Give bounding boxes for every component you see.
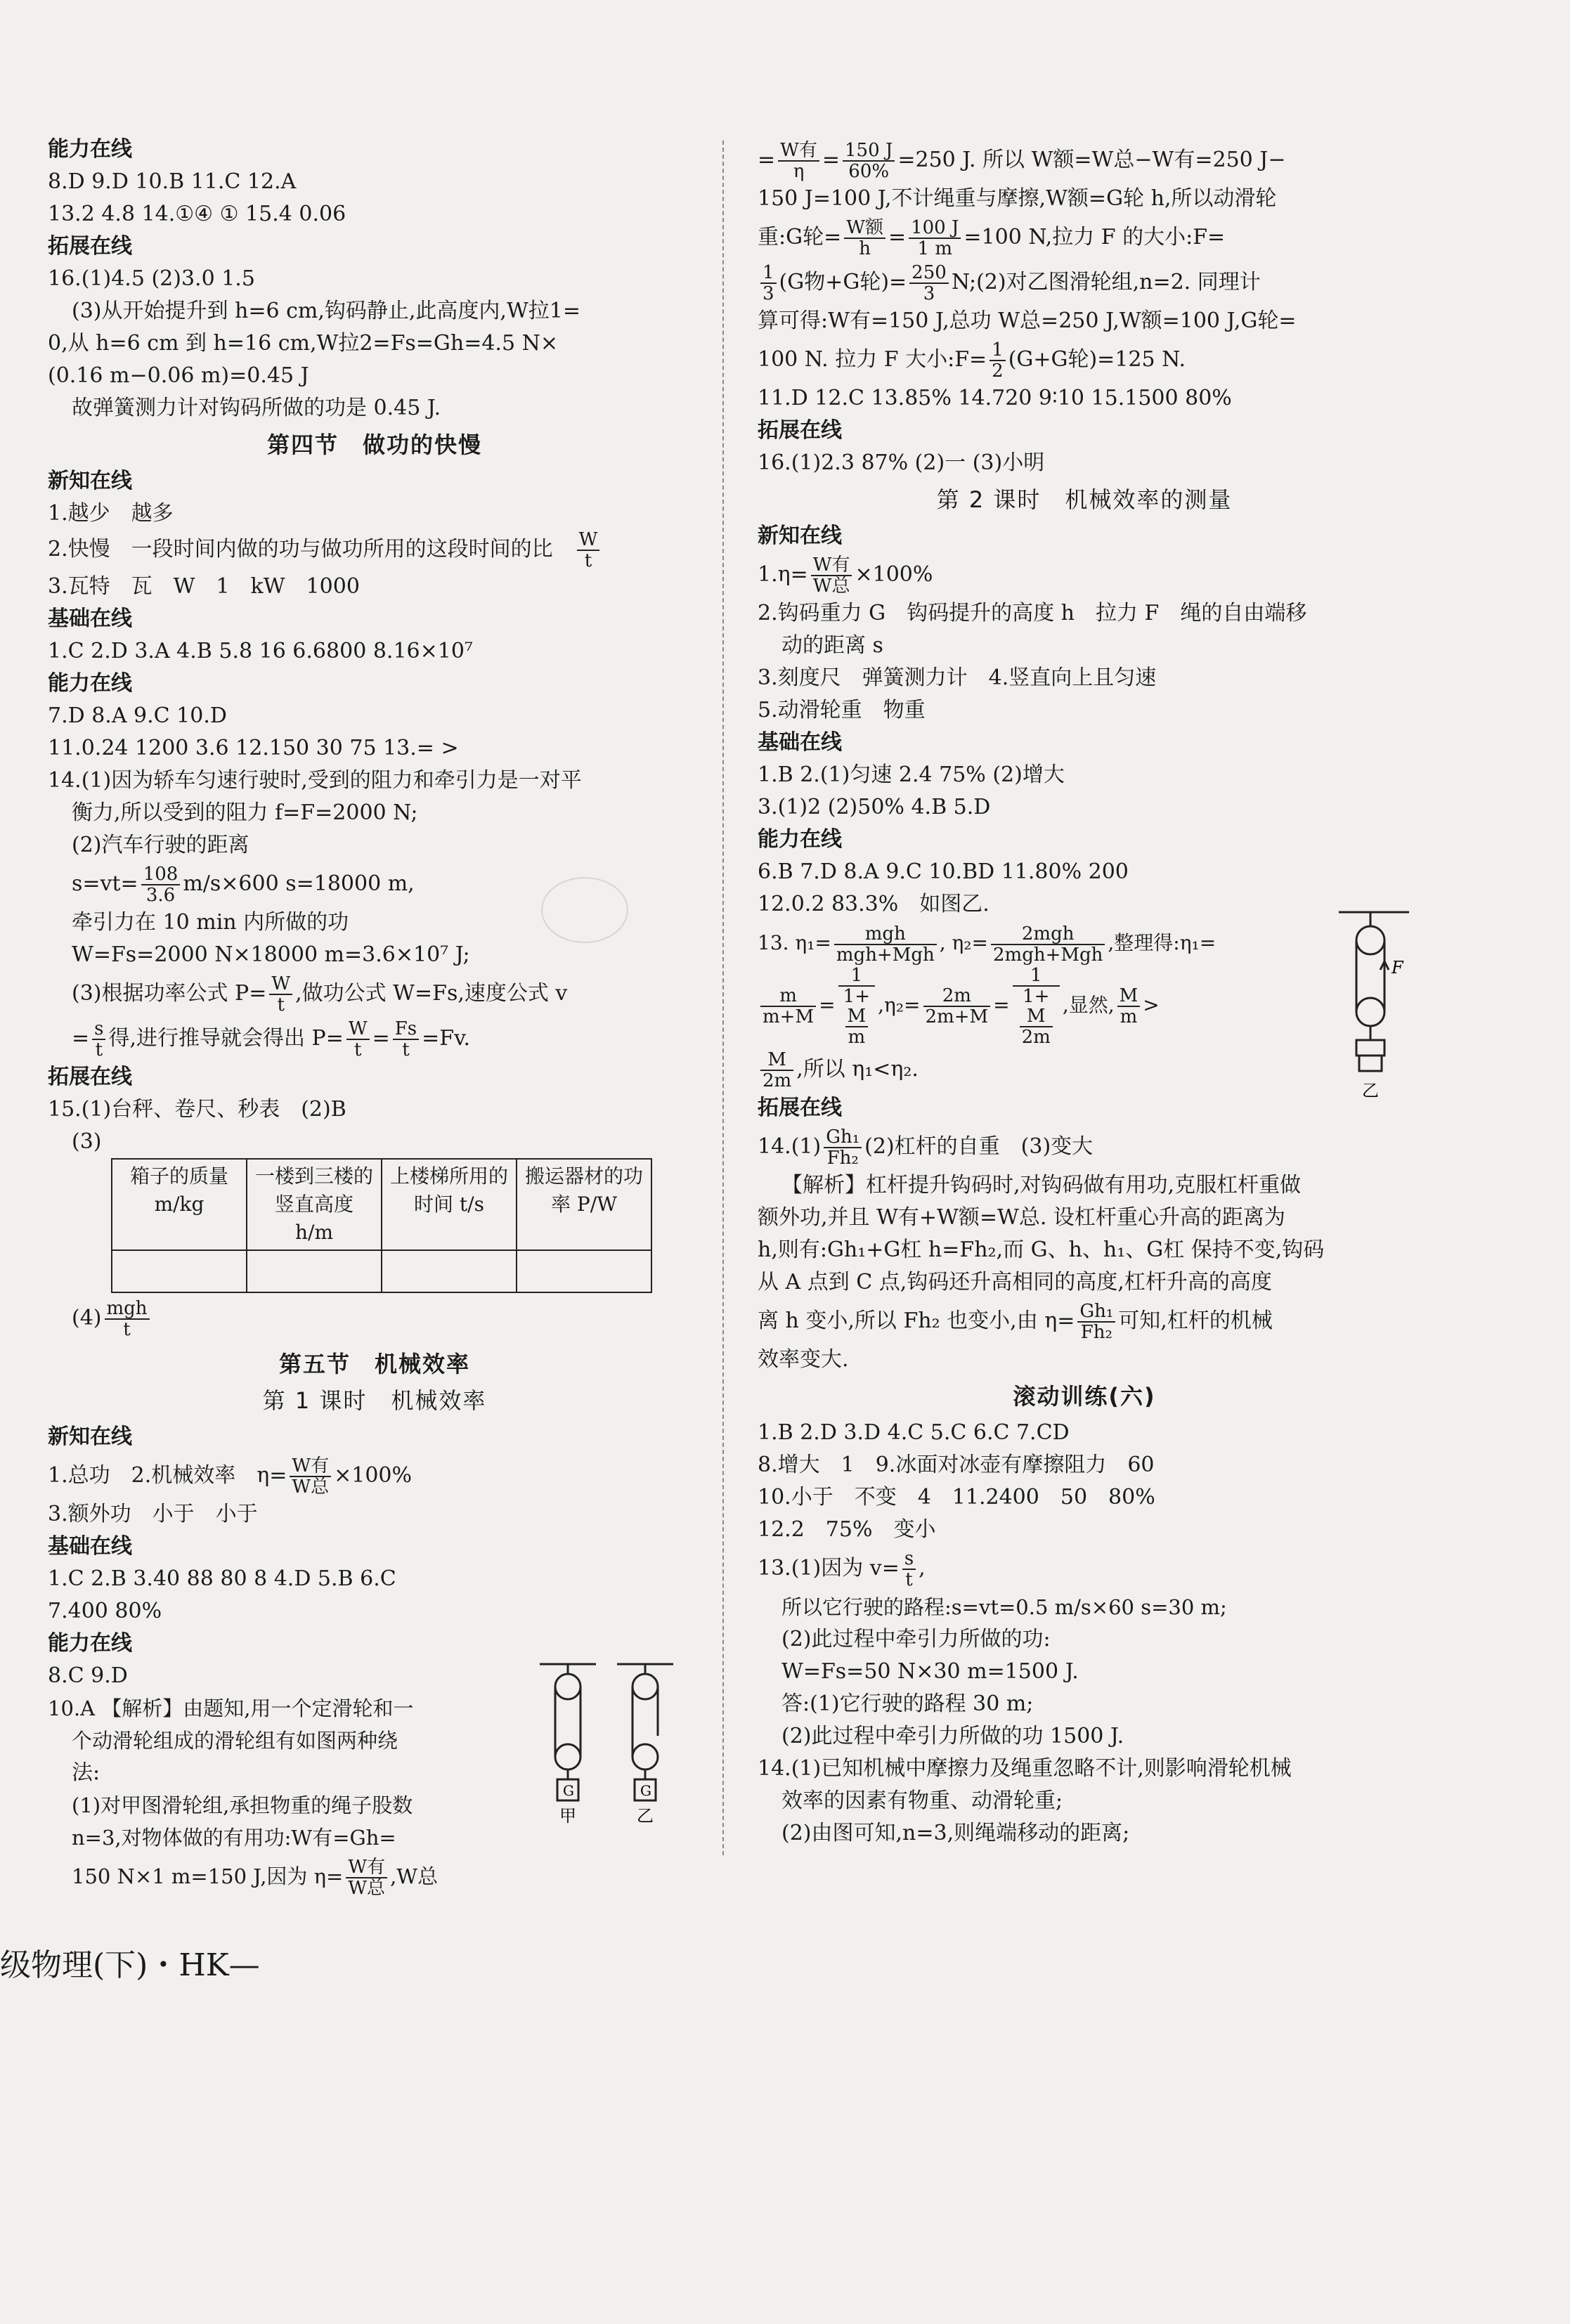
answer-line: 0,从 h=6 cm 到 h=16 cm,W拉2=Fs=Gh=4.5 N× [48,331,558,356]
fraction [577,530,600,571]
answer-line: 法: [72,1760,100,1785]
denominator: m [848,1027,866,1048]
fraction [811,555,852,596]
text: ,η₂= [878,993,921,1017]
denominator: t [354,1039,362,1060]
numerator: 150 J [843,141,895,162]
text: (G物+G轮)= [779,270,907,294]
column-divider [722,141,724,1855]
section-heading: 拓展在线 [758,418,842,443]
weight-label: G [563,1782,574,1799]
answer-line: h,则有:Gh₁+G杠 h=Fh₂,而 G、h、h₁、G杠 保持不变,钩码 [758,1238,1325,1262]
numerator: Gh₁ [824,1127,862,1148]
answer-line: 15.(1)台秤、卷尺、秒表 (2)B [48,1097,346,1122]
section-heading: 能力在线 [48,671,132,696]
text: =100 N,拉力 F 的大小:F= [964,225,1226,249]
denominator: 60% [848,161,890,182]
lesson-title: 第 2 课时 机械效率的测量 [936,486,1233,513]
fraction [909,218,961,259]
answer-line: (2)此过程中牵引力所做的功 1500 J. [781,1724,1124,1748]
answer-line: 【解析】杠杆提升钩码时,对钩码做有用功,克服杠杆重做 [781,1173,1302,1197]
text: 100 N. 拉力 F 大小:F= [758,347,987,372]
text: 重:G轮= [758,225,842,249]
fraction [834,924,937,965]
text: 2.快慢 一段时间内做的功与做功所用的这段时间的比 [48,537,553,561]
answer-line: 牵引力在 10 min 内所做的功 [72,910,349,935]
answer-line: (2)此过程中牵引力所做的功: [781,1627,1051,1651]
denominator: m [1120,1006,1138,1027]
answer-line: 1.C 2.B 3.40 88 80 8 4.D 5.B 6.C [48,1566,396,1591]
numerator: 2mgh [991,924,1105,945]
numerator: M [845,1006,869,1027]
answer-line: (3) [72,1129,102,1154]
answer-line: 答:(1)它行驶的路程 30 m; [781,1692,1034,1716]
answer-line [758,966,1411,1047]
table-cell [382,1250,517,1292]
text: (G+G轮)=125 N. [1008,347,1186,372]
answer-line: 故弹簧测力计对钩码所做的功是 0.45 J. [72,396,441,420]
answer-line: 6.B 7.D 8.A 9.C 10.BD 11.80% 200 [758,859,1129,884]
text: = [888,225,907,249]
denominator: W总 [812,576,850,597]
table-header: 箱子的质量 m/kg [112,1159,247,1250]
answer-line: 1.越少 越多 [48,501,174,526]
denominator: Fh₂ [1080,1322,1112,1343]
denominator: Fh₂ [826,1148,859,1169]
answer-line: 衡力,所以受到的阻力 f=F=2000 N; [72,800,418,825]
answer-line: 从 A 点到 C 点,钩码还升高相同的高度,杠杆升高的高度 [758,1270,1272,1294]
fraction [990,340,1006,381]
answer-line: (2)由图可知,n=3,则绳端移动的距离; [781,1821,1130,1845]
fraction [844,218,885,259]
fraction [1077,1301,1115,1342]
denominator: m+M [763,1006,815,1027]
section-heading: 新知在线 [758,524,842,548]
text: > [1143,993,1160,1017]
answer-line: 效率的因素有物重、动滑轮重; [781,1789,1063,1813]
denominator: t [95,1039,103,1060]
answer-line: (1)对甲图滑轮组,承担物重的绳子股数 [72,1793,413,1817]
figure-label-jia: 甲 [559,1806,576,1826]
section-title: 第五节 机械效率 [278,1351,470,1377]
answer-line: 1.C 2.D 3.A 4.B 5.8 16 6.6800 8.16×10⁷ [48,639,473,663]
text: (4) [72,1306,102,1330]
text: = [758,148,776,172]
text: ×100% [334,1463,412,1488]
table-header-row [112,1159,651,1250]
numerator: M [1117,986,1141,1007]
denominator: 3.6 [145,885,176,906]
section-heading: 拓展在线 [48,234,132,259]
answer-line: 所以它行驶的路程:s=vt=0.5 m/s×60 s=30 m; [781,1595,1227,1619]
answer-line: 3.瓦特 瓦 W 1 kW 1000 [48,574,360,599]
pulley-figure-yi [1335,907,1413,1103]
answer-line: 8.增大 1 9.冰面对冰壶有摩擦阻力 60 [758,1453,1155,1477]
numerator: W [269,974,292,995]
table-header: 一楼到三楼的竖直高度 h/m [247,1159,382,1250]
denominator: 2m+M [925,1006,989,1027]
fraction [92,1019,105,1060]
numerator: W额 [844,218,885,239]
answer-line: 2.钩码重力 G 钩码提升的高度 h 拉力 F 绳的自由端移 [758,601,1307,625]
text: N;(2)对乙图滑轮组,n=2. 同理计 [951,270,1261,294]
answer-line: 效率变大. [758,1347,849,1372]
text: 得,进行推导就会得出 P= [108,1026,344,1051]
numerator: W [346,1019,370,1040]
numerator: W有 [290,1456,331,1477]
text: 150 N×1 m=150 J,因为 η= [72,1864,344,1888]
answer-line [48,1453,701,1498]
answer-line: 11.0.24 1200 3.6 12.150 30 75 13.= > [48,736,459,760]
answer-line [758,215,1411,260]
section-heading: 能力在线 [48,1631,132,1656]
denominator: 2mgh+Mgh [993,944,1103,966]
answer-line: 8.D 9.D 10.B 11.C 12.A [48,169,297,194]
section-heading: 能力在线 [758,827,842,852]
denominator: W总 [348,1878,386,1899]
text: , η₂= [939,931,988,954]
answer-line [758,138,1411,183]
force-label: F [1391,958,1403,978]
answer-line: 14.(1)因为轿车匀速行驶时,受到的阻力和牵引力是一对平 [48,768,582,793]
text: =Fv. [422,1026,471,1051]
answer-line [758,921,1411,966]
numerator: M [1020,1006,1053,1027]
answer-line [758,337,1411,382]
answer-line: 16.(1)2.3 87% (2)一 (3)小明 [758,450,1045,475]
text: 1+ [843,986,870,1007]
answer-line: 150 J=100 J,不计绳重与摩擦,W额=G轮 h,所以动滑轮 [758,186,1277,211]
section-title: 第四节 做功的快慢 [266,431,482,458]
numerator: W有 [811,555,852,576]
fraction [346,1019,370,1060]
data-table [111,1158,652,1293]
answer-line: 3.额外功 小于 小于 [48,1502,258,1526]
numerator: mgh [834,924,937,945]
fraction [1013,966,1060,1047]
section-heading: 能力在线 [48,137,132,162]
answer-line: = $\frac{s}{t}$ 得,进行推导就会得出 P= $\frac{W}{t}$ = $\frac{Fs}{t}$ =Fv. [72,1018,471,1060]
answer-line [758,260,1411,305]
numerator: 1 [1013,966,1060,987]
figure-label-yi: 乙 [637,1806,654,1826]
figure-label-yi: 乙 [1362,1081,1379,1101]
numerator: Gh₁ [1077,1301,1115,1323]
answer-line [48,1293,701,1344]
fraction [1117,986,1141,1027]
answer-line: n=3,对物体做的有用功:W有=Gh= [72,1826,396,1850]
page-footer: 级物理(下)・HK— [0,1947,260,1983]
denominator: 1 m [917,238,952,259]
answer-line [48,530,701,571]
text: = [819,993,836,1017]
numerator: s [92,1019,105,1040]
answer-line: 个动滑轮组成的滑轮组有如图两种绕 [72,1729,398,1753]
denominator: t [277,994,285,1015]
answer-line [48,971,701,1016]
answer-line: 1.B 2.(1)匀速 2.4 75% (2)增大 [758,762,1065,787]
text: 13.(1)因为 v= [758,1556,900,1580]
numerator: m [760,986,816,1007]
denominator [838,987,876,1047]
denominator: 2 [992,361,1004,382]
answer-line: 13.2 4.8 14.①④ ① 15.4 0.06 [48,202,346,226]
answer-line [48,1854,701,1899]
numerator: 1 [760,263,777,284]
answer-line: 额外功,并且 W有+W额=W总. 设杠杆重心升高的距离为 [758,1205,1285,1230]
numerator: W有 [346,1857,387,1878]
answer-line: 16.(1)4.5 (2)3.0 1.5 [48,266,255,291]
text: 1+ [1023,986,1050,1007]
answer-line: 算可得:W有=150 J,总功 W总=250 J,W额=100 J,G轮= [758,309,1297,333]
section-heading: 新知在线 [48,1424,132,1449]
fraction [760,1050,793,1091]
section-heading: 拓展在线 [48,1065,132,1089]
text: = [72,1026,90,1051]
left-column [48,134,701,1899]
fraction [760,263,777,304]
numerator: M [760,1050,793,1071]
section-heading: 基础在线 [48,606,132,631]
fraction [346,1857,387,1898]
answer-line: 3.(1)2 (2)50% 4.B 5.D [758,795,991,819]
fraction [838,966,876,1047]
denominator: h [859,238,871,259]
denominator: η [793,161,805,182]
fraction [778,141,819,181]
table-cell [517,1250,651,1292]
fraction [923,986,991,1027]
pulley-system-figure [533,1658,687,1827]
numerator: 2m [923,986,991,1007]
section-heading: 基础在线 [48,1534,132,1559]
denominator: W总 [292,1476,330,1498]
numerator: 1 [990,340,1006,361]
stamp-watermark [541,877,628,943]
answer-line: 7.400 80% [48,1599,162,1623]
weight-label: G [640,1782,651,1799]
lesson-title: 第 1 课时 机械效率 [262,1387,487,1414]
right-column [758,138,1411,1850]
answer-line: 10.A 【解析】由题知,用一个定滑轮和一 [48,1696,414,1720]
denominator: t [123,1319,131,1340]
fraction [843,141,895,181]
fraction [290,1456,331,1497]
section-heading: 新知在线 [48,469,132,493]
text: ,整理得:η₁= [1108,931,1217,954]
answer-line: 3.刻度尺 弹簧测力计 4.竖直向上且匀速 [758,666,1157,690]
table-header: 上楼梯所用的时间 t/s [382,1159,517,1250]
text: ×100% [855,562,933,587]
fraction [1018,1006,1055,1047]
text: s=vt= [72,871,138,896]
denominator: t [584,550,592,571]
fraction [269,974,292,1015]
answer-line: 8.C 9.D [48,1663,128,1688]
section-heading: 拓展在线 [758,1096,842,1120]
answer-line: 12.2 75% 变小 [758,1517,936,1542]
text: 1.总功 2.机械效率 η= [48,1463,287,1488]
answer-line [758,1047,1411,1092]
answer-line: 10.小于 不变 4 11.2400 50 80% [758,1485,1155,1510]
fraction [824,1127,862,1168]
fraction [991,924,1105,965]
answer-line: 14.(1)已知机械中摩擦力及绳重忽略不计,则影响滑轮机械 [758,1756,1292,1781]
answer-line: 1.B 2.D 3.D 4.C 5.C 6.C 7.CD [758,1420,1070,1445]
answer-line: W=Fs=2000 N×18000 m=3.6×10⁷ J; [72,942,470,967]
text: =250 J. 所以 W额=W总−W有=250 J− [897,148,1286,172]
answer-line: 12.0.2 83.3% 如图乙. [758,892,990,916]
answer-line: (3)从开始提升到 h=6 cm,钩码静止,此高度内,W拉1= [72,299,581,323]
text: = [822,148,841,172]
fraction [902,1549,916,1590]
table-row [112,1250,651,1292]
answer-line: (0.16 m−0.06 m)=0.45 J [48,363,309,388]
answer-line [758,1546,1411,1591]
table-header: 搬运器材的功率 P/W [517,1159,651,1250]
text: m/s×600 s=18000 m, [183,871,415,896]
answer-line: (2)汽车行驶的距离 [72,833,249,857]
text: 可知,杠杆的机械 [1118,1309,1273,1333]
denominator: mgh+Mgh [836,944,935,966]
section-heading: 基础在线 [758,730,842,755]
text: ,W总 [390,1864,439,1888]
numerator: 108 [141,864,181,885]
table-cell [247,1250,382,1292]
denominator: 3 [923,283,935,304]
denominator: t [402,1039,410,1060]
answer-line [758,1299,1411,1344]
denominator [1013,987,1060,1047]
text: (3)根据功率公式 P= [72,981,267,1006]
fraction [909,263,949,304]
denominator: 3 [763,283,774,304]
denominator: 2m [763,1070,792,1091]
answer-line: 5.动滑轮重 物重 [758,698,926,722]
text: ,做功公式 W=Fs,速度公式 v [295,981,568,1006]
text: 14.(1) [758,1134,822,1159]
numerator: W [577,530,600,551]
table-cell [112,1250,247,1292]
numerator: 1 [838,966,876,987]
numerator: 100 J [909,218,961,239]
numerator: s [902,1549,916,1570]
answer-line [758,1124,1411,1169]
text: = [993,993,1010,1017]
answer-line: 动的距离 s [781,633,883,658]
text: (2)杠杆的自重 (3)变大 [864,1134,1094,1159]
denominator: t [905,1569,913,1590]
text: ,显然, [1062,993,1115,1017]
section-title: 滚动训练(六) [1013,1383,1156,1410]
text: 13. η₁= [758,931,831,954]
fraction [141,864,181,905]
numerator: Fs [393,1019,419,1040]
text: , [919,1556,926,1580]
fraction [105,1299,150,1339]
numerator: W有 [778,141,819,162]
fraction [760,986,816,1027]
fraction [843,1006,871,1047]
answer-line: 11.D 12.C 13.85% 14.720 9∶10 15.1500 80% [758,386,1232,410]
fraction [393,1019,419,1060]
numerator: mgh [105,1299,150,1320]
answer-line: 7.D 8.A 9.C 10.D [48,703,227,728]
text: 离 h 变小,所以 Fh₂ 也变小,由 η= [758,1309,1075,1333]
answer-line: W=Fs=50 N×30 m=1500 J. [781,1659,1079,1684]
denominator: 2m [1021,1027,1051,1048]
answer-line [758,552,1411,597]
numerator: 250 [909,263,949,284]
text: ,所以 η₁<η₂. [796,1057,919,1082]
text: 1.η= [758,562,808,587]
